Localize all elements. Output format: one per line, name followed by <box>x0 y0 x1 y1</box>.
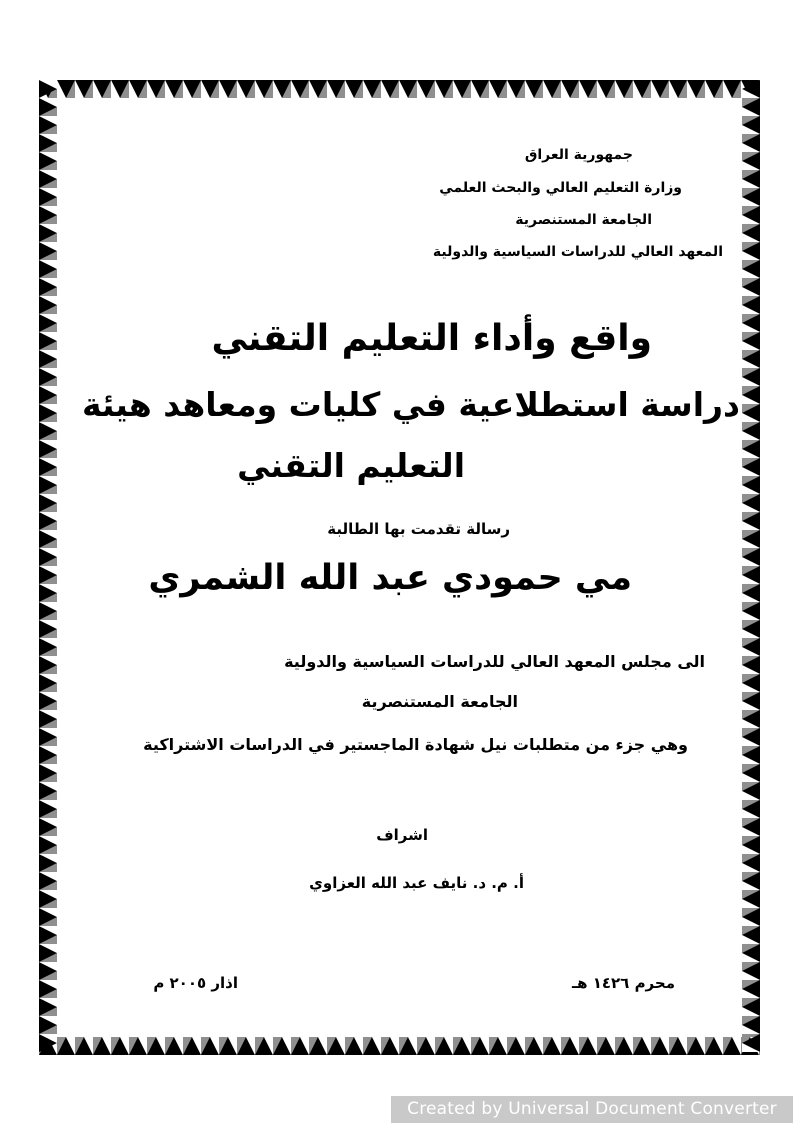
header-ministry: وزارة التعليم العالي والبحث العلمي <box>439 180 682 196</box>
header-university: الجامعة المستنصرية <box>515 212 652 228</box>
header-country: جمهورية العراق <box>524 147 633 163</box>
converter-watermark: Created by Universal Document Converter <box>391 1096 793 1123</box>
submission-university: الجامعة المستنصرية <box>361 692 518 711</box>
submitted-by-label: رسالة تقدمت بها الطالبة <box>327 520 510 538</box>
header-institute: المعهد العالي للدراسات السياسية والدولية <box>432 244 723 260</box>
thesis-subtitle-line2: التعليم التقني <box>237 446 465 485</box>
submission-degree: وهي جزء من متطلبات نيل شهادة الماجستير في الدراسات الاشتراكية <box>143 735 688 754</box>
date-gregorian: اذار ٢٠٠٥ م <box>153 974 238 992</box>
supervision-label: اشراف <box>376 826 428 844</box>
thesis-title: واقع وأداء التعليم التقني <box>211 318 652 359</box>
author-name: مي حمودي عبد الله الشمري <box>148 558 632 598</box>
submission-council: الى مجلس المعهد العالي للدراسات السياسية والدولية <box>284 652 705 671</box>
supervisor-name: أ. م. د. نايف عبد الله العزاوي <box>309 874 524 892</box>
date-hijri: محرم ١٤٢٦ هـ <box>571 974 675 992</box>
thesis-subtitle-line1: دراسة استطلاعية في كليات ومعاهد هيئة <box>81 385 740 424</box>
